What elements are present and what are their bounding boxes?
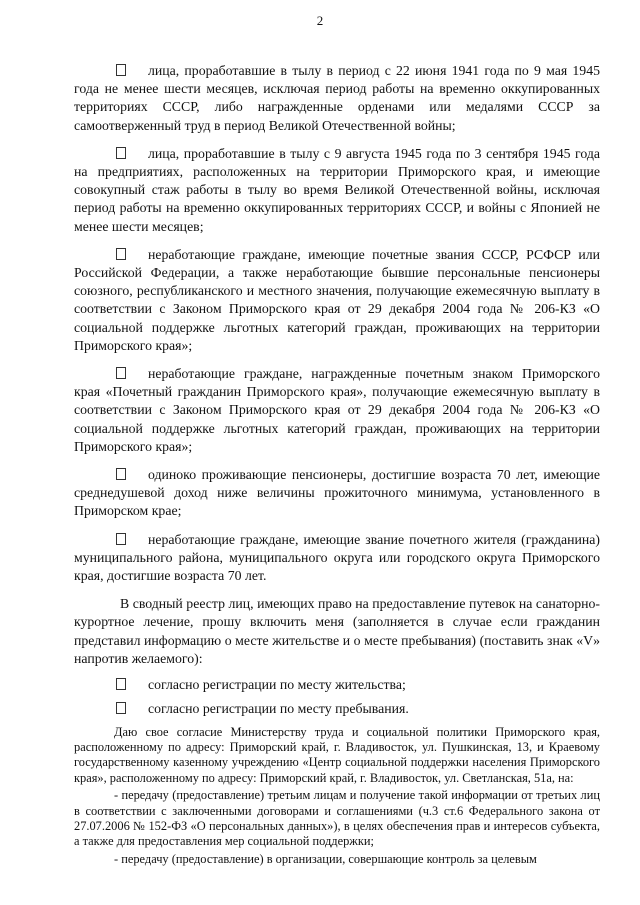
choice-text: согласно регистрации по месту жительства; [148,677,406,693]
checkbox-icon[interactable] [116,678,126,690]
category-text: лица, проработавшие в тылу в период с 22 июня 1941 года по 9 мая 1945 года не менее шести месяцев, исключая период работы на временно оккупированных территориях СССР, либо награжденные орденами или медалями СССР за самоотверженный труд в период Великой Отечественной войны; [74,63,600,133]
checkbox-icon[interactable] [116,147,126,159]
checkbox-icon[interactable] [116,64,126,76]
category-text: лица, проработавшие в тылу с 9 августа 1945 года по 3 сентября 1945 года на предприятиях, расположенных на территории Приморского края, и имеющие совокупный стаж работы в тылу во время Великой Отечественной войны, исключая период работы на временно оккупированных территориях СССР, и войны с Японией не менее шести месяцев; [74,145,600,234]
checkbox-icon[interactable] [116,248,126,260]
consent-bullet: - передачу (предоставление) третьим лицам и получение такой информации от третьих лиц в соответствии с заключенными договорами и соглашениями (ч.3 ст.6 Федерального закона от 27.07.2006 № 152-ФЗ «О персональных данных»), в целях обеспечения прав и интересов субъекта, а также для предоставления мер социальной поддержки; [74,788,600,849]
category-text: неработающие граждане, имеющие звание почетного жителя (гражданина) муниципального района, муниципального округа или городского округа Приморского края, достигшие возраста 70 лет. [74,531,600,584]
checkbox-icon[interactable] [116,367,126,379]
category-item [74,246,600,355]
category-item [74,466,600,521]
registry-paragraph: В сводный реестр лиц, имеющих право на предоставление путевок на санаторно-курортное лечение, прошу включить меня (заполняется в случае если гражданин представил информацию о месте жительстве и о месте пребывания) (поставить знак «V» напротив желаемого): [74,596,600,666]
checkbox-icon[interactable] [116,702,126,714]
checkbox-icon[interactable] [116,468,126,480]
category-text: неработающие граждане, награжденные почетным знаком Приморского края «Почетный гражданин Приморского края», получающие ежемесячную выплату в соответствии с Законом Приморского края от 29 декабря 2004 года № 206-КЗ «О социальной поддержке льготных категорий граждан, проживающих на территории Приморского края»; [74,366,600,454]
category-item [74,62,600,135]
consent-bullet: - передачу (предоставление) в организации, совершающие контроль за целевым [114,851,537,866]
checkbox-icon[interactable] [116,533,126,545]
category-text: одиноко проживающие пенсионеры, достигшие возраста 70 лет, имеющие среднедушевой доход ниже величины прожиточного минимума, установленного в Приморском крае; [74,467,600,519]
registration-choice [74,676,600,694]
registration-choice [74,700,600,718]
category-item [74,145,600,236]
category-text: неработающие граждане, имеющие почетные звания СССР, РСФСР или Российской Федерации, а также неработающие бывшие персональные пенсионеры союзного, республиканского и местного значения, получающие ежемесячную выплату в соответствии с Законом Приморского края от 29 декабря 2004 года № 206-КЗ «О социальной поддержке льготных категорий граждан, проживающих на территории Приморского края»; [74,246,600,353]
category-item [74,365,600,456]
consent-paragraph: Даю свое согласие Министерству труда и социальной политики Приморского края, расположенному по адресу: Приморский край, г. Владивосток, ул. Пушкинская, 13, и Краевому государственному казенному учреждению «Центр социальной поддержки населения Приморского края», расположенному по адресу: Приморский край, г. Владивосток, ул. Светланская, 51а, на: [74,724,600,785]
choice-text: согласно регистрации по месту пребывания. [148,701,409,717]
category-item [74,531,600,586]
page-number: 2 [316,13,324,28]
document-body [74,62,600,869]
